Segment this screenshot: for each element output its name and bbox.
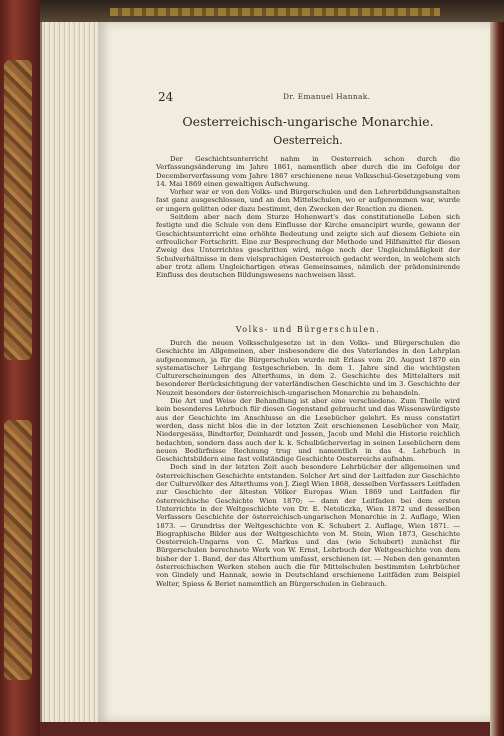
bottom-cover-edge xyxy=(40,722,490,736)
text-block-intro xyxy=(156,155,460,279)
top-book-edge xyxy=(40,0,504,22)
paragraph: Durch die neuen Volksschulgesetze ist in den Volks- und Bürgerschulen die Geschichte im Allgemeinen, aber insbesondere die des Vaterlandes in den Lehrplan aufgenommen, ja für die Bürgerschulen wurde mit Erlass vom 20. August 1870 ein systematischer Lehrgang festgeschrieben. In dem 1. Jahre sind die wichtigsten Culturerscheinungen des Alterthums, in dem 2. Geschichte des Mittelalters mit besonderer Berücksichtigung der vaterländischen Geschichte und im 3. Geschichte der Neuzeit besonders der österreichisch-ungarischen Monarchie zu behandeln. xyxy=(156,339,460,397)
book-binding xyxy=(0,0,40,736)
paragraph: Vorher war er von den Volks- und Bürgerschulen und den Lehrerbildungsanstalten fast ganz ausgeschlossen, und an den Mittelschulen, wo er aufgenommen war, wurde er ungern gelitten oder dazu bestimmt, den Zwecken der Reaction zu dienen. xyxy=(156,188,460,213)
right-cover-edge xyxy=(490,22,504,736)
page-number: 24 xyxy=(158,90,174,104)
book-page xyxy=(98,22,490,722)
chapter-title: Oesterreichisch-ungarische Monarchie. xyxy=(182,114,434,129)
section-title: Oesterreich. xyxy=(273,134,343,147)
marbled-cover-pattern xyxy=(4,60,32,360)
decorative-stripe xyxy=(110,8,440,16)
marbled-cover-pattern xyxy=(4,420,32,680)
page-header xyxy=(158,90,458,104)
page-stack-edge xyxy=(40,22,100,722)
paragraph: Doch sind in der letzten Zeit auch besondere Lehrbücher der allgemeinen und österreichischen Geschichte entstanden. Solcher Art sind der Leitfaden zur Geschichte der Culturvölker des Alterthums von J. Ziegl Wien 1868, desselben Verfassers Leitfaden zur Geschichte der ältesten Völker Europas Wien 1869 und Leitfaden für österreichische Geschichte Wien 1870; — dann der Leitfaden bei dem ersten Unterrichte in der Weltgeschichte von Dr. E. Netoliczka, Wien 1872 und desselben Verfassers Geschichte der österreichisch-ungarischen Monarchie in 2. Auflage, Wien 1873. — Grundriss der Weltgeschichte von K. Schubert 2. Auflage, Wien 1871. — Biographische Bilder aus der Weltgeschichte von M. Stein, Wien 1873, Geschichte Oesterreich-Ungarns von C. Markus und das (wie Schubert) zunächst für Bürgerschulen berechnete Werk von W. Ernst, Lehrbuch der Weltgeschichte von dem bisher der 1. Band, der das Alterthum umfasst, erschienen ist. — Neben den genannten österreichischen Werken stehen auch die für Mittelschulen bestimmten Lehrbücher von Gindely und Hannak, sowie in Deutschland erschienene Leitfäden zum Beispiel Welter, Spiess & Beriet namentlich an Bürgerschulen in Gebrauch. xyxy=(156,463,460,588)
running-head: Dr. Emanuel Hannak. xyxy=(283,92,371,101)
text-block-schools xyxy=(156,339,460,588)
paragraph: Seitdem aber nach dem Sturze Hohenwart's das constitutionelle Leben sich festigte und die Schule von dem Einflusse der Kirche emancipirt wurde, gewann der Geschichtsunterricht eine erhöhte Bedeutung und zeigte sich auf diesem Gebiete ein erfreulicher Fortschritt. Eine zur Besprechung der Methode und Hilfsmittel für diesen Zweig des Unterrichtes geschritten wird, möge noch der Ungleichmäßigkeit der Schulverhältnisse in dem vielsprachigen Oesterreich gedacht werden, in welchem sich aber trotz allem Ungleichartigen etwas Gemeinsames, nämlich der prädominirende Einfluss des deutschen Bildungswesens nachweisen lässt. xyxy=(156,213,460,280)
paragraph: Die Art und Weise der Behandlung ist aber eine verschiedene. Zum Theile wird kein besonderes Lehrbuch für diesen Gegenstand gebraucht und das Wissenswürdigste aus der Geschichte im Anschlusse an die Lesebücher gelehrt. Es muss constatirt werden, dass nicht blos die in der letzten Zeit erschienenen Lesebücher von Mair, Niedergesäss, Bindtorfer, Deinhardt und Jessen, Jacob und Mehl die Historie reichlich bedachten, sondern dass auch der k. k. Schulbücherverlag in seinen Lesebüchern dem neuen Bedürfnisse Rechnung trug und namentlich in das 4. Lehrbuch in Geschichtsbildern eine fast vollständige Geschichte Oesterreichs aufnahm. xyxy=(156,397,460,464)
paragraph: Der Geschichtsunterricht nahm in Oesterreich schon durch die Verfassungsänderung im Jahre 1861, namentlich aber durch die im Gefolge der Decemberverfassung vom Jahre 1867 erschienene neue Volksschul-Gesetzgebung vom 14. Mai 1869 einen gewaltigen Aufschwung. xyxy=(156,155,460,188)
subsection-heading: Volks- und Bürgerschulen. xyxy=(235,325,381,334)
